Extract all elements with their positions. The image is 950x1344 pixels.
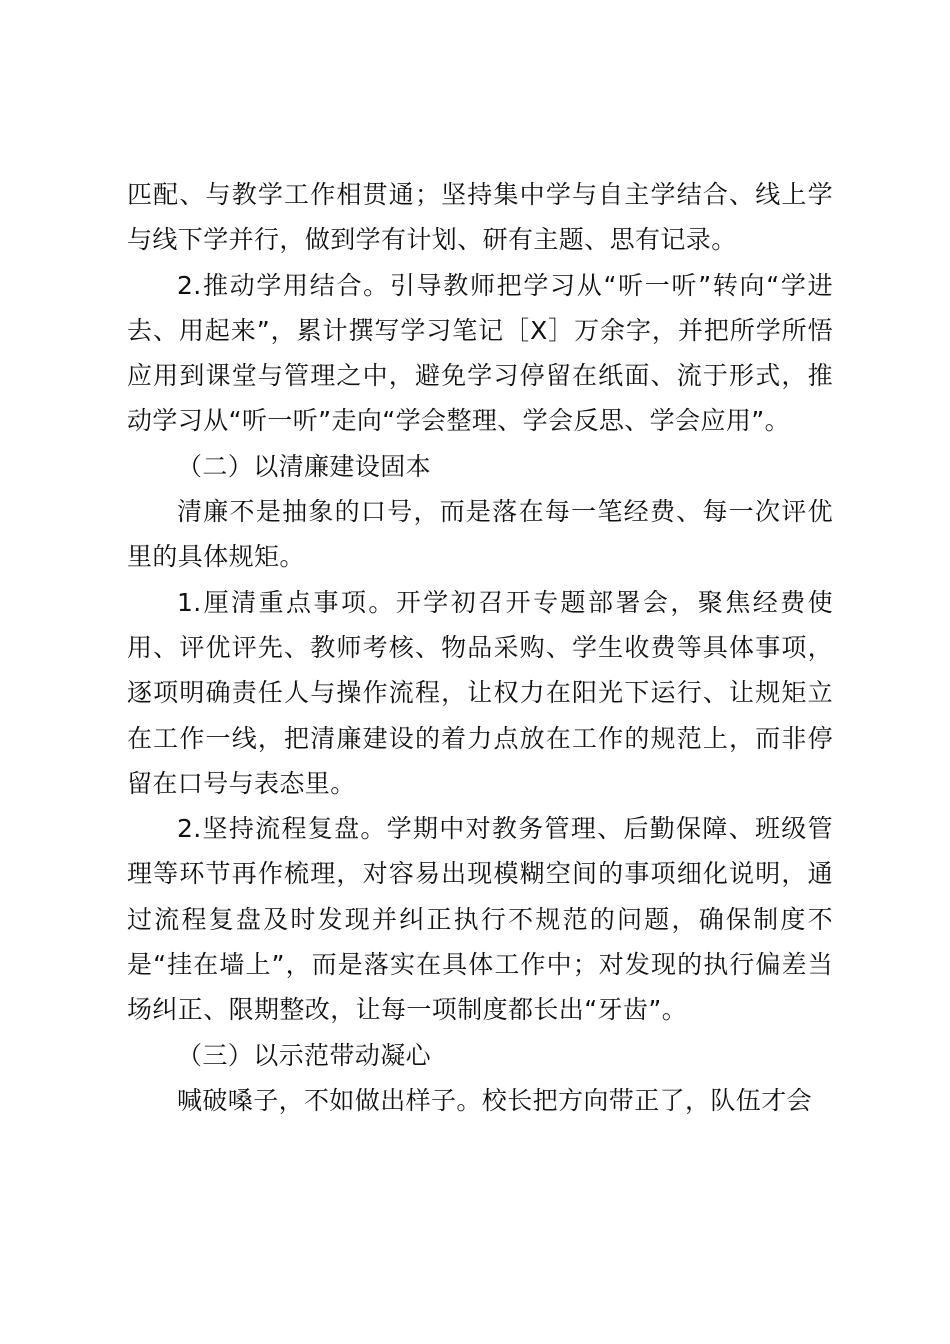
- paragraph-section-2-intro: 清廉不是抽象的口号，而是落在每一笔经费、每一次评优里的具体规矩。: [127, 497, 833, 572]
- paragraph-item-2-process-review: 2.坚持流程复盘。学期中对教务管理、后勤保障、班级管理等环节再作梳理，对容易出现模糊空间的事项细化说明，通过流程复盘及时发现并纠正执行不规范的问题，确保制度不是“挂在墙上”，而是落实在具体工作中；对发现的执行偏差当场纠正、限期整改，让每一项制度都长出“牙齿”。: [127, 814, 833, 1025]
- section-heading-3: （三）以示范带动凝心: [177, 1040, 432, 1070]
- document-body: [127, 172, 833, 1123]
- paragraph-continuation: 匹配、与教学工作相贯通；坚持集中学与自主学结合、线上学与线下学并行，做到学有计划、研有主题、思有记录。: [127, 180, 833, 255]
- paragraph-item-1-key-matters: 1.厘清重点事项。开学初召开专题部署会，聚焦经费使用、评优评先、教师考核、物品采购、学生收费等具体事项，逐项明确责任人与操作流程，让权力在阳光下运行、让规矩立在工作一线，把清廉建设的着力点放在工作的规范上，而非停留在口号与表态里。: [127, 587, 833, 798]
- paragraph-section-3-intro: 喊破嗓子，不如做出样子。校长把方向带正了，队伍才会: [177, 1085, 813, 1115]
- paragraph-item-2-learning-application: 2.推动学用结合。引导教师把学习从“听一听”转向“学进去、用起来”，累计撰写学习笔记［X］万余字，并把所学所悟应用到课堂与管理之中，避免学习停留在纸面、流于形式，推动学习从“听一听”走向“学会整理、学会反思、学会应用”。: [127, 270, 833, 436]
- section-heading-2: （二）以清廉建设固本: [177, 451, 432, 481]
